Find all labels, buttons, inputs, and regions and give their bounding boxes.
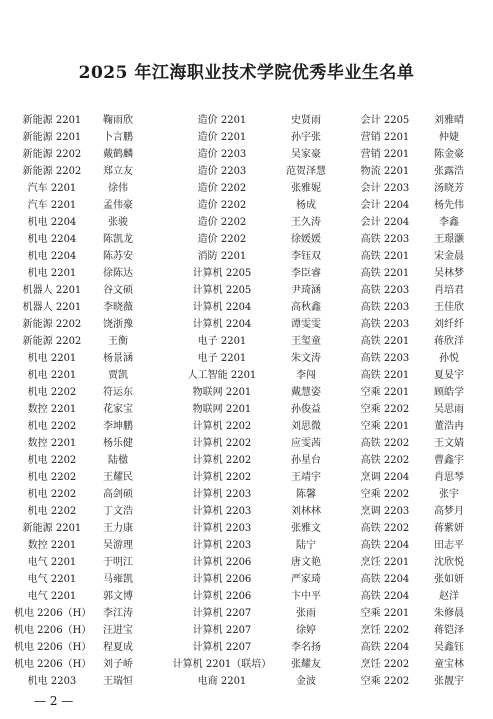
class-cell: 会计 2205 [360,115,410,126]
name-cell: 王衡 [108,336,128,347]
name-cell: 刘林林 [291,506,321,517]
class-cell: 空乘 2202 [360,404,410,415]
name-cell: 于明江 [103,557,133,568]
list-row [0,214,493,231]
class-cell: 机电 2202 [27,506,77,517]
class-cell: 物联网 2201 [192,404,252,415]
class-cell: 营销 2201 [360,132,410,143]
class-cell: 机器人 2201 [22,285,82,296]
name-cell: 李鑫 [439,217,459,228]
class-cell: 机电 2201 [27,353,77,364]
name-cell: 孟伟豪 [103,200,133,211]
name-cell: 孙宇张 [291,132,321,143]
list-row [0,129,493,146]
class-cell: 计算机 2202 [192,421,252,432]
name-cell: 戴慧姿 [291,387,321,398]
class-cell: 高铁 2203 [360,302,410,313]
name-cell: 肖思琴 [434,472,464,483]
list-row [0,656,493,673]
class-cell: 新能源 2202 [22,166,82,177]
name-cell: 李臣睿 [291,268,321,279]
name-cell: 王靖宇 [291,472,321,483]
list-row [0,503,493,520]
class-cell: 高铁 2203 [360,285,410,296]
class-cell: 烹饪 2202 [360,659,410,670]
class-cell: 营销 2201 [360,149,410,160]
list-row [0,299,493,316]
class-cell: 会计 2203 [360,183,410,194]
class-cell: 计算机 2206 [192,557,252,568]
name-cell: 陈凯龙 [103,234,133,245]
name-cell: 史贤雨 [291,115,321,126]
class-cell: 机电 2201 [27,268,77,279]
name-cell: 唐文艳 [291,557,321,568]
class-cell: 计算机 2201（联培） [172,659,272,670]
name-cell: 孙星台 [291,455,321,466]
class-cell: 造价 2201 [197,115,247,126]
name-cell: 张雅妮 [291,183,321,194]
graduate-list [0,112,493,690]
class-cell: 计算机 2202 [192,455,252,466]
class-cell: 物流 2201 [360,166,410,177]
class-cell: 新能源 2202 [22,336,82,347]
list-row [0,639,493,656]
class-cell: 造价 2201 [197,132,247,143]
list-row [0,333,493,350]
name-cell: 金波 [296,676,316,687]
list-row [0,537,493,554]
name-cell: 刘思微 [291,421,321,432]
class-cell: 机器人 2201 [22,302,82,313]
class-cell: 烹饪 2201 [360,557,410,568]
class-cell: 机电 2206（H） [14,659,92,670]
class-cell: 计算机 2207 [192,625,252,636]
list-row [0,146,493,163]
name-cell: 刘子峤 [103,659,133,670]
class-cell: 电子 2201 [197,353,247,364]
name-cell: 张雅文 [291,523,321,534]
class-cell: 计算机 2204 [192,319,252,330]
class-cell: 高铁 2204 [360,642,410,653]
class-cell: 数控 2201 [27,540,77,551]
name-cell: 陆宁 [296,540,316,551]
class-cell: 高铁 2202 [360,455,410,466]
name-cell: 郭文博 [103,591,133,602]
name-cell: 严家琦 [291,574,321,585]
name-cell: 宋金晨 [434,251,464,262]
name-cell: 陈苏安 [103,251,133,262]
name-cell: 高剑硕 [103,489,133,500]
list-row [0,571,493,588]
list-row [0,384,493,401]
class-cell: 计算机 2205 [192,285,252,296]
class-cell: 数控 2201 [27,438,77,449]
class-cell: 空乘 2201 [360,421,410,432]
class-cell: 机电 2202 [27,455,77,466]
class-cell: 电气 2201 [27,591,77,602]
class-cell: 电气 2201 [27,574,77,585]
name-cell: 朱修晨 [434,608,464,619]
page-number: — 2 — [34,694,74,708]
class-cell: 造价 2202 [197,234,247,245]
class-cell: 会计 2204 [360,200,410,211]
class-cell: 机电 2204 [27,251,77,262]
class-cell: 机电 2202 [27,489,77,500]
class-cell: 新能源 2202 [22,319,82,330]
name-cell: 田志平 [434,540,464,551]
name-cell: 贾凯 [108,370,128,381]
class-cell: 高铁 2201 [360,336,410,347]
name-cell: 杨乐健 [103,438,133,449]
class-cell: 造价 2203 [197,149,247,160]
name-cell: 夏妟宇 [434,370,464,381]
class-cell: 高铁 2202 [360,438,410,449]
list-row [0,231,493,248]
class-cell: 造价 2202 [197,200,247,211]
name-cell: 吴游理 [103,540,133,551]
name-cell: 朱文涛 [291,353,321,364]
name-cell: 仲婕 [439,132,459,143]
list-row [0,605,493,622]
name-cell: 杨成 [296,200,316,211]
class-cell: 计算机 2206 [192,591,252,602]
class-cell: 人工智能 2201 [187,370,257,381]
list-row [0,350,493,367]
name-cell: 王瑞恒 [103,676,133,687]
name-cell: 丁文浩 [103,506,133,517]
class-cell: 高铁 2201 [360,268,410,279]
class-cell: 新能源 2201 [22,115,82,126]
list-row [0,452,493,469]
list-row [0,367,493,384]
name-cell: 王佳欣 [434,302,464,313]
class-cell: 高铁 2203 [360,234,410,245]
name-cell: 张靓宇 [434,676,464,687]
name-cell: 谷文硕 [103,285,133,296]
name-cell: 徐媛媛 [291,234,321,245]
class-cell: 计算机 2203 [192,489,252,500]
list-row [0,197,493,214]
list-row [0,112,493,129]
class-cell: 计算机 2202 [192,472,252,483]
name-cell: 张露浩 [434,166,464,177]
class-cell: 会计 2204 [360,217,410,228]
list-row [0,469,493,486]
class-cell: 高铁 2204 [360,574,410,585]
name-cell: 李江涛 [103,608,133,619]
class-cell: 高铁 2201 [360,251,410,262]
name-cell: 孙俊益 [291,404,321,415]
class-cell: 高铁 2204 [360,591,410,602]
name-cell: 戴鹤麟 [103,149,133,160]
name-cell: 刘纤纤 [434,319,464,330]
name-cell: 李坤鹏 [103,421,133,432]
class-cell: 烹饪 2202 [360,625,410,636]
name-cell: 杨景涵 [103,353,133,364]
name-cell: 刘雅晴 [434,115,464,126]
name-cell: 徐婷 [296,625,316,636]
name-cell: 符运东 [103,387,133,398]
name-cell: 沈欣悦 [434,557,464,568]
name-cell: 花家宝 [103,404,133,415]
class-cell: 造价 2202 [197,183,247,194]
class-cell: 新能源 2201 [22,132,82,143]
class-cell: 烹调 2203 [360,506,410,517]
name-cell: 徐陈达 [103,268,133,279]
class-cell: 烹调 2204 [360,472,410,483]
class-cell: 机电 2202 [27,472,77,483]
name-cell: 王耀民 [103,472,133,483]
name-cell: 范贺泽慧 [286,166,326,177]
name-cell: 杨先伟 [434,200,464,211]
class-cell: 计算机 2203 [192,506,252,517]
class-cell: 汽车 2201 [27,183,77,194]
name-cell: 顾皓学 [434,387,464,398]
list-row [0,418,493,435]
list-row [0,622,493,639]
name-cell: 李钰双 [291,251,321,262]
name-cell: 张雨 [296,608,316,619]
name-cell: 蒋铠泽 [434,625,464,636]
name-cell: 吴思雨 [434,404,464,415]
class-cell: 空乘 2202 [360,676,410,687]
list-row [0,401,493,418]
class-cell: 空乘 2201 [360,608,410,619]
list-row [0,163,493,180]
name-cell: 蒋紫妍 [434,523,464,534]
name-cell: 张如妍 [434,574,464,585]
class-cell: 空乘 2202 [360,489,410,500]
name-cell: 孙悦 [439,353,459,364]
name-cell: 陆楹 [108,455,128,466]
name-cell: 汪进宝 [103,625,133,636]
class-cell: 机电 2201 [27,370,77,381]
name-cell: 陈馨 [296,489,316,500]
class-cell: 造价 2203 [197,166,247,177]
class-cell: 计算机 2205 [192,268,252,279]
name-cell: 徐伟 [108,183,128,194]
name-cell: 马雍凯 [103,574,133,585]
name-cell: 吴林梦 [434,268,464,279]
class-cell: 计算机 2203 [192,540,252,551]
list-row [0,180,493,197]
name-cell: 李名扬 [291,642,321,653]
class-cell: 计算机 2207 [192,642,252,653]
class-cell: 高铁 2201 [360,370,410,381]
class-cell: 计算机 2202 [192,438,252,449]
class-cell: 消防 2201 [197,251,247,262]
list-row [0,282,493,299]
list-row [0,588,493,605]
class-cell: 机电 2206（H） [14,608,92,619]
class-cell: 新能源 2201 [22,523,82,534]
name-cell: 张骏 [108,217,128,228]
class-cell: 电子 2201 [197,336,247,347]
name-cell: 王久涛 [291,217,321,228]
name-cell: 童宝林 [434,659,464,670]
class-cell: 机电 2204 [27,217,77,228]
name-cell: 卞中平 [291,591,321,602]
name-cell: 张宇 [439,489,459,500]
name-cell: 王玺童 [291,336,321,347]
class-cell: 机电 2204 [27,234,77,245]
name-cell: 蒋欣洋 [434,336,464,347]
name-cell: 陈金豪 [434,149,464,160]
class-cell: 机电 2206（H） [14,642,92,653]
class-cell: 计算机 2204 [192,302,252,313]
class-cell: 物联网 2201 [192,387,252,398]
class-cell: 机电 2202 [27,387,77,398]
class-cell: 机电 2202 [27,421,77,432]
class-cell: 计算机 2207 [192,608,252,619]
name-cell: 王璟灏 [434,234,464,245]
name-cell: 郑立友 [103,166,133,177]
name-cell: 张耀友 [291,659,321,670]
name-cell: 饶浙豫 [103,319,133,330]
name-cell: 吴家豪 [291,149,321,160]
class-cell: 高铁 2202 [360,523,410,534]
class-cell: 机电 2206（H） [14,625,92,636]
class-cell: 计算机 2203 [192,523,252,534]
name-cell: 李闯 [296,370,316,381]
class-cell: 空乘 2201 [360,387,410,398]
class-cell: 新能源 2202 [22,149,82,160]
class-cell: 高铁 2203 [360,353,410,364]
name-cell: 汤晓芳 [434,183,464,194]
list-row [0,316,493,333]
list-row [0,248,493,265]
name-cell: 卜言鹏 [103,132,133,143]
class-cell: 计算机 2206 [192,574,252,585]
class-cell: 高铁 2204 [360,540,410,551]
name-cell: 谭雯雯 [291,319,321,330]
class-cell: 电商 2201 [197,676,247,687]
name-cell: 鞠雨欣 [103,115,133,126]
list-row [0,520,493,537]
class-cell: 机电 2203 [27,676,77,687]
list-row [0,673,493,690]
name-cell: 李晓薇 [103,302,133,313]
class-cell: 高铁 2203 [360,319,410,330]
name-cell: 程夏成 [103,642,133,653]
page-title: 2025 年江海职业技术学院优秀毕业生名单 [78,63,415,83]
list-row [0,435,493,452]
name-cell: 高梦月 [434,506,464,517]
class-cell: 电气 2201 [27,557,77,568]
name-cell: 肖培君 [434,285,464,296]
list-row [0,265,493,282]
name-cell: 王力康 [103,523,133,534]
name-cell: 董浩冉 [434,421,464,432]
class-cell: 数控 2201 [27,404,77,415]
name-cell: 王文婧 [434,438,464,449]
name-cell: 吴鑫钰 [434,642,464,653]
name-cell: 曹鑫宇 [434,455,464,466]
list-row [0,554,493,571]
class-cell: 造价 2202 [197,217,247,228]
name-cell: 应雯茜 [291,438,321,449]
class-cell: 汽车 2201 [27,200,77,211]
name-cell: 赵洋 [439,591,459,602]
name-cell: 高秋鑫 [291,302,321,313]
list-row [0,486,493,503]
name-cell: 尹琦涵 [291,285,321,296]
